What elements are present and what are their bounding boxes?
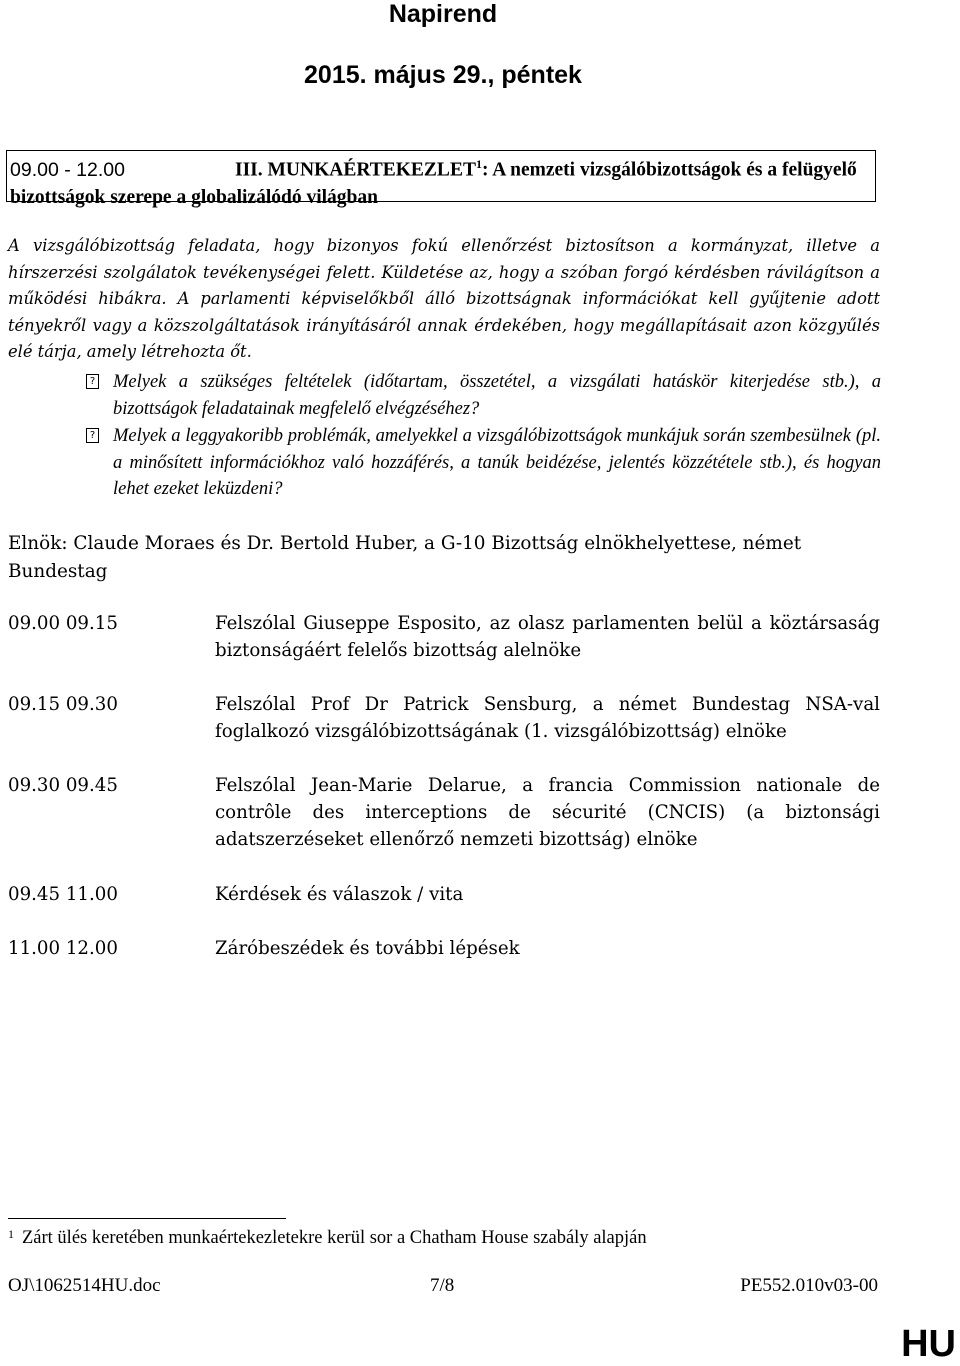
session-heading-box — [6, 150, 876, 208]
schedule-time: 09.30 09.45 — [8, 775, 118, 796]
schedule-time: 11.00 12.00 — [8, 938, 118, 959]
schedule-time: 09.00 09.15 — [8, 613, 118, 634]
schedule-text: Felszólal Jean-Marie Delarue, a francia Commission nationale de contrôle des interceptions de sécurité (CNCIS) (a biztonsági adatszerzéseket ellenőrző nemzeti bizottság) elnöke — [215, 775, 880, 850]
intro-paragraph: A vizsgálóbizottság feladata, hogy bizonyos fokú ellenőrzést biztosítson a kormányzat, illetve a hírszerzési szolgálatok tevékenységei felett. Küldetése az, hogy a szóban forgó kérdésben rávilágítson a működési hibákra. A parlamenti képviselőkből álló bizottságnak információkat kell gyűjtenie adott tényekről vagy a közszolgáltatások irányításáról annak érdekében, hogy megállapításait azon közgyűlés elé tárja, amely létrehozta őt. — [8, 236, 880, 362]
footnote — [8, 1226, 647, 1250]
session-time: 09.00 - 12.00 — [10, 158, 125, 181]
bullet-text: Melyek a leggyakoribb problémák, amelyekkel a vizsgálóbizottságok munkájuk során szembesülnek (pl. a minősített információkhoz való hozzáférés, a tanúk beidézése, jelentés közzététele stb.), és hogyan lehet ezeket leküzdeni? — [113, 426, 881, 499]
bullet-marker-icon: ? — [86, 428, 99, 443]
footnote-text: Zárt ülés keretében munkaértekezletekre kerül sor a Chatham House szabály alapján — [22, 1228, 647, 1248]
schedule-text: Felszólal Prof Dr Patrick Sensburg, a német Bundestag NSA-val foglalkozó vizsgálóbizottságának (1. vizsgálóbizottság) elnöke — [215, 694, 880, 742]
chairs-line: Elnök: Claude Moraes és Dr. Bertold Huber, a G-10 Bizottság elnökhelyettese, német Bundestag — [8, 533, 802, 582]
schedule-time: 09.45 11.00 — [8, 884, 118, 905]
footer-reference: OJ\1062514HU.doc — [8, 1275, 161, 1296]
footer-page-number: 7/8 — [430, 1275, 455, 1296]
document-title: Napirend — [388, 0, 498, 28]
footnote-divider — [8, 1218, 286, 1219]
footer-document-code: PE552.010v03-00 — [740, 1275, 878, 1296]
schedule-text: Kérdések és válaszok / vita — [215, 884, 464, 905]
session-heading-rest: : A nemzeti vizsgálóbizottságok és a felügyelő bizottságok szerepe a globalizálódó világban — [10, 159, 857, 208]
footnote-mark: 1 — [8, 1227, 14, 1241]
bullet-item — [89, 369, 881, 422]
language-code: HU — [901, 1323, 956, 1365]
document-date: 2015. május 29., péntek — [304, 61, 582, 89]
schedule-text: Záróbeszédek és további lépések — [215, 938, 520, 959]
bullet-item — [89, 423, 881, 503]
schedule-time: 09.15 09.30 — [8, 694, 118, 715]
bullet-text: Melyek a szükséges feltételek (időtartam, összetétel, a vizsgálati hatáskör kiterjedése stb.), a bizottságok feladatainak megfelelő elvégzéséhez? — [113, 372, 881, 419]
session-footnote-ref: 1 — [475, 157, 482, 171]
schedule-text: Felszólal Giuseppe Esposito, az olasz parlamenten belül a köztársaság biztonságáért felelős bizottság alelnöke — [215, 613, 880, 661]
session-heading: III. MUNKAÉRTEKEZLET — [235, 159, 476, 181]
bullet-marker-icon: ? — [86, 374, 99, 389]
